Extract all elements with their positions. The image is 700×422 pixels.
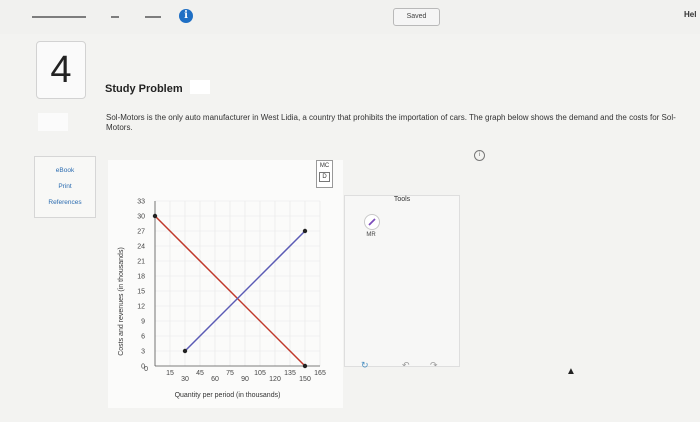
y-tick-label: 6 — [141, 333, 145, 341]
y-tick-label: 15 — [137, 288, 145, 296]
x-tick-label: 120 — [269, 376, 281, 383]
undo-icon[interactable]: ↶ — [402, 360, 410, 370]
y-tick-label: 24 — [137, 243, 145, 251]
y-tick-label: 9 — [141, 318, 145, 326]
top-dash — [111, 16, 119, 18]
x-axis-title: Quantity per period (in thousands) — [174, 392, 281, 399]
question-number[interactable]: 4 — [36, 41, 86, 99]
problem-text: Sol-Motors is the only auto manufacturer in West Lidia, a country that prohibits the importation of cars. The graph below shows the demand and the costs for Sol-Motors. — [106, 113, 676, 132]
y-tick-label: 30 — [137, 213, 145, 221]
tools-panel — [344, 195, 460, 367]
x-tick-label: 75 — [226, 370, 234, 377]
top-dash — [145, 16, 161, 18]
y-tick-label: 18 — [137, 273, 145, 281]
toggle-mc-label: MC — [319, 163, 330, 169]
sidebar-link-references[interactable]: References — [48, 199, 82, 206]
mr-label: MR — [366, 232, 376, 238]
sidebar-link-print[interactable]: Print — [58, 183, 72, 190]
y-axis-title: Costs and revenues (in thousands) — [118, 247, 125, 356]
help-link[interactable]: Hel — [684, 10, 697, 19]
info-circle-icon[interactable]: i — [474, 150, 485, 161]
top-dash — [32, 16, 86, 18]
y-tick-label: 33 — [137, 198, 145, 206]
x-tick-label: 90 — [241, 376, 249, 383]
redo-icon[interactable]: ↷ — [430, 360, 438, 370]
x-origin-label: 0 — [144, 366, 148, 373]
y-tick-label: 21 — [137, 258, 145, 266]
tools-title: Tools — [393, 196, 411, 203]
x-tick-label: 30 — [181, 376, 189, 383]
page-title: Study Problem — [105, 83, 183, 95]
sidebar-resources — [34, 156, 96, 218]
line-draw-icon — [365, 215, 379, 229]
toggle-d-label: D — [319, 172, 330, 182]
mouse-cursor-icon: ▲ — [566, 366, 576, 377]
reset-icon[interactable]: ↻ — [361, 360, 369, 370]
title-highlight — [190, 80, 210, 94]
sidebar-link-ebook[interactable]: eBook — [55, 167, 75, 174]
mr-tool-button[interactable] — [364, 214, 380, 230]
x-tick-label: 60 — [211, 376, 219, 383]
x-tick-label: 165 — [314, 370, 326, 377]
x-tick-label: 45 — [196, 370, 204, 377]
x-tick-label: 150 — [299, 376, 311, 383]
y-tick-label: 3 — [141, 348, 145, 356]
x-tick-label: 135 — [284, 370, 296, 377]
mc-d-toggle[interactable] — [316, 160, 333, 188]
saved-button[interactable]: Saved — [393, 8, 440, 26]
y-tick-label: 27 — [137, 228, 145, 236]
info-icon[interactable]: i — [179, 9, 193, 23]
y-tick-label: 12 — [137, 303, 145, 311]
x-tick-label: 15 — [166, 370, 174, 377]
top-bar — [0, 0, 700, 34]
graph-panel — [108, 160, 343, 408]
question-marker — [38, 113, 68, 131]
y-tick-label: 0 — [141, 363, 145, 371]
x-tick-label: 105 — [254, 370, 266, 377]
